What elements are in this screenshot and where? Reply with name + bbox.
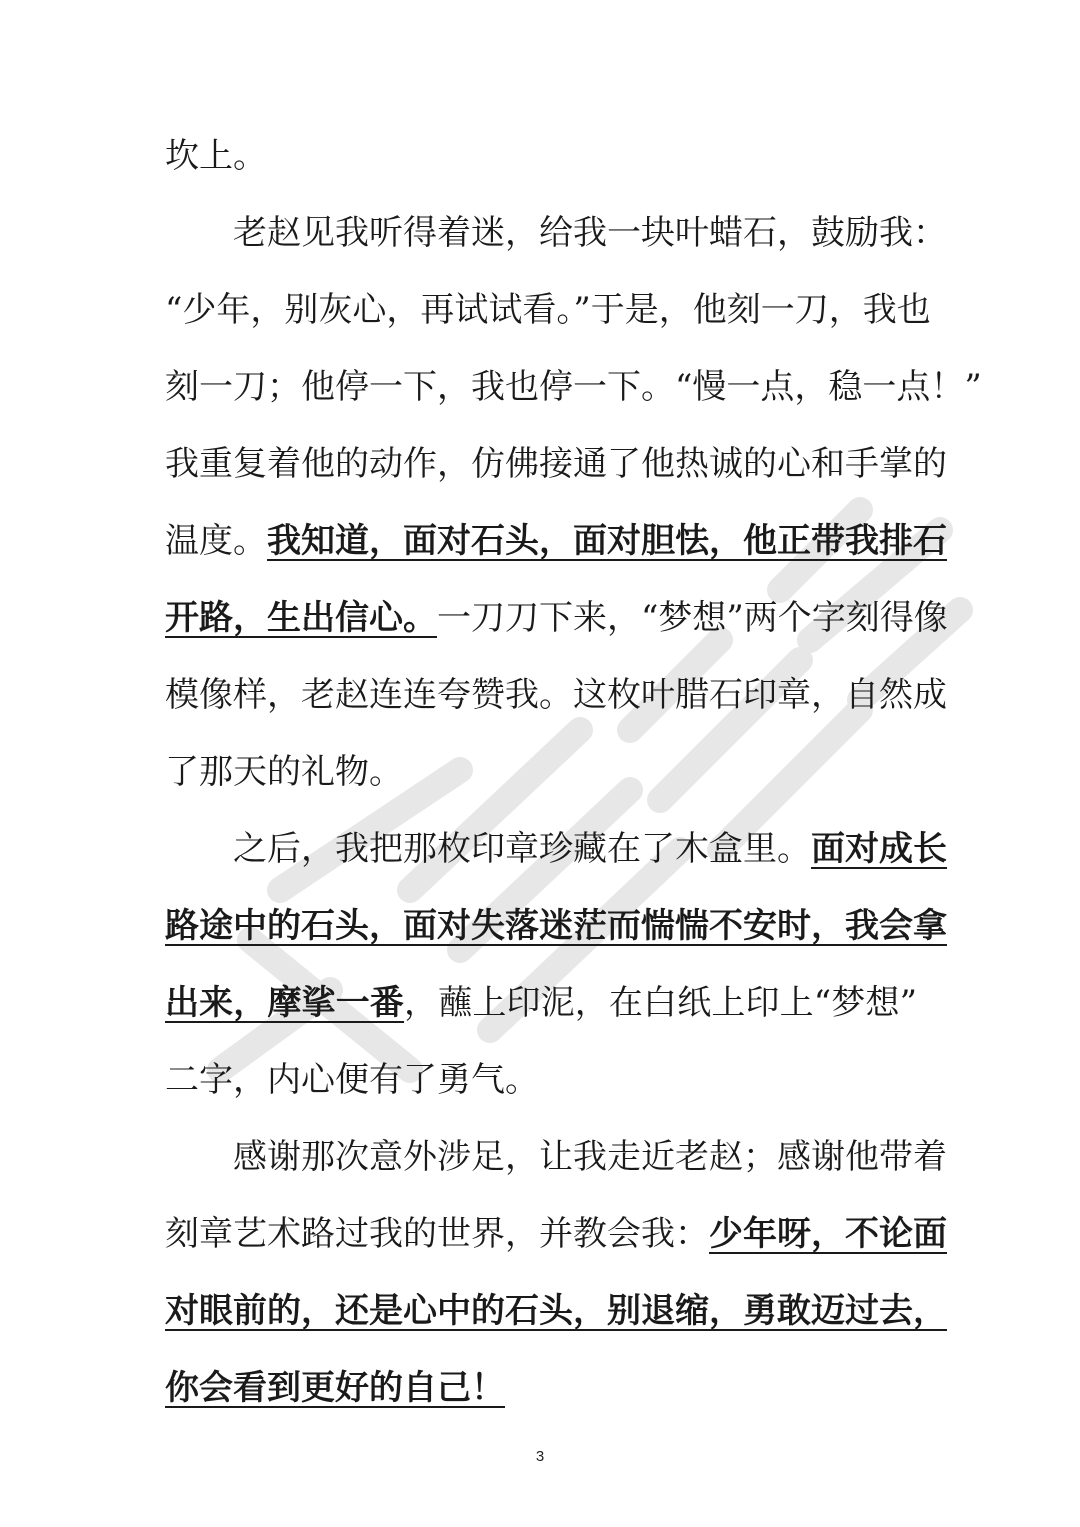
- text-line: [165, 195, 947, 272]
- emphasized-text: 对眼前的，还是心中的石头，别退缩，勇敢迈过去，: [165, 1291, 947, 1331]
- text-run: “少年，别灰心，再试试看。”于是，他刻一刀，我也: [165, 290, 931, 330]
- emphasized-text: 开路，生出信心。: [165, 598, 437, 638]
- emphasized-text: 路途中的石头，面对失落迷茫而惴惴不安时，我会拿: [165, 906, 947, 946]
- text-run: 二字，内心便有了勇气。: [165, 1060, 539, 1100]
- text-run: 刻章艺术路过我的世界，并教会我：: [165, 1214, 709, 1254]
- text-line: [165, 811, 947, 888]
- text-run: 坎上。: [165, 136, 267, 176]
- text-run: 了那天的礼物。: [165, 752, 403, 792]
- emphasized-text: 我知道，面对石头，面对胆怯，他正带我排石: [267, 521, 947, 561]
- emphasized-text: 你会看到更好的自己！: [165, 1368, 505, 1408]
- page-number: 3: [535, 1448, 545, 1465]
- text-run: 老赵见我听得着迷，给我一块叶蜡石，鼓励我：: [165, 213, 947, 253]
- emphasized-text: 少年呀，不论面: [709, 1214, 947, 1254]
- text-run: 我重复着他的动作，仿佛接通了他热诚的心和手掌的: [165, 444, 947, 484]
- text-run: 一刀刀下来，“梦想”两个字刻得像: [437, 598, 948, 638]
- text-line: [165, 657, 947, 734]
- text-line: [165, 118, 917, 195]
- text-line: [165, 1273, 947, 1350]
- text-line: [165, 965, 917, 1042]
- text-run: ，蘸上印泥，在白纸上印上“梦想”: [404, 983, 917, 1023]
- text-line: [165, 1119, 947, 1196]
- text-line: [165, 580, 948, 657]
- emphasized-text: 面对成长: [811, 829, 947, 869]
- text-run: 刻一刀；他停一下，我也停一下。“慢一点，稳一点！”: [165, 367, 982, 407]
- text-line: [165, 734, 917, 811]
- text-line: [165, 349, 982, 426]
- text-run: 温度。: [165, 521, 267, 561]
- text-line: [165, 888, 947, 965]
- text-line: [165, 1196, 947, 1273]
- text-run: 之后，我把那枚印章珍藏在了木盒里。: [165, 829, 811, 869]
- text-line: [165, 503, 947, 580]
- text-line: [165, 272, 931, 349]
- body-text: [165, 118, 982, 1427]
- text-line: [165, 1350, 917, 1427]
- text-run: 模像样，老赵连连夸赞我。这枚叶腊石印章，自然成: [165, 675, 947, 715]
- text-line: [165, 426, 947, 503]
- text-line: [165, 1042, 917, 1119]
- emphasized-text: 出来，摩挲一番: [165, 983, 405, 1023]
- text-run: 感谢那次意外涉足，让我走近老赵；感谢他带着: [165, 1137, 947, 1177]
